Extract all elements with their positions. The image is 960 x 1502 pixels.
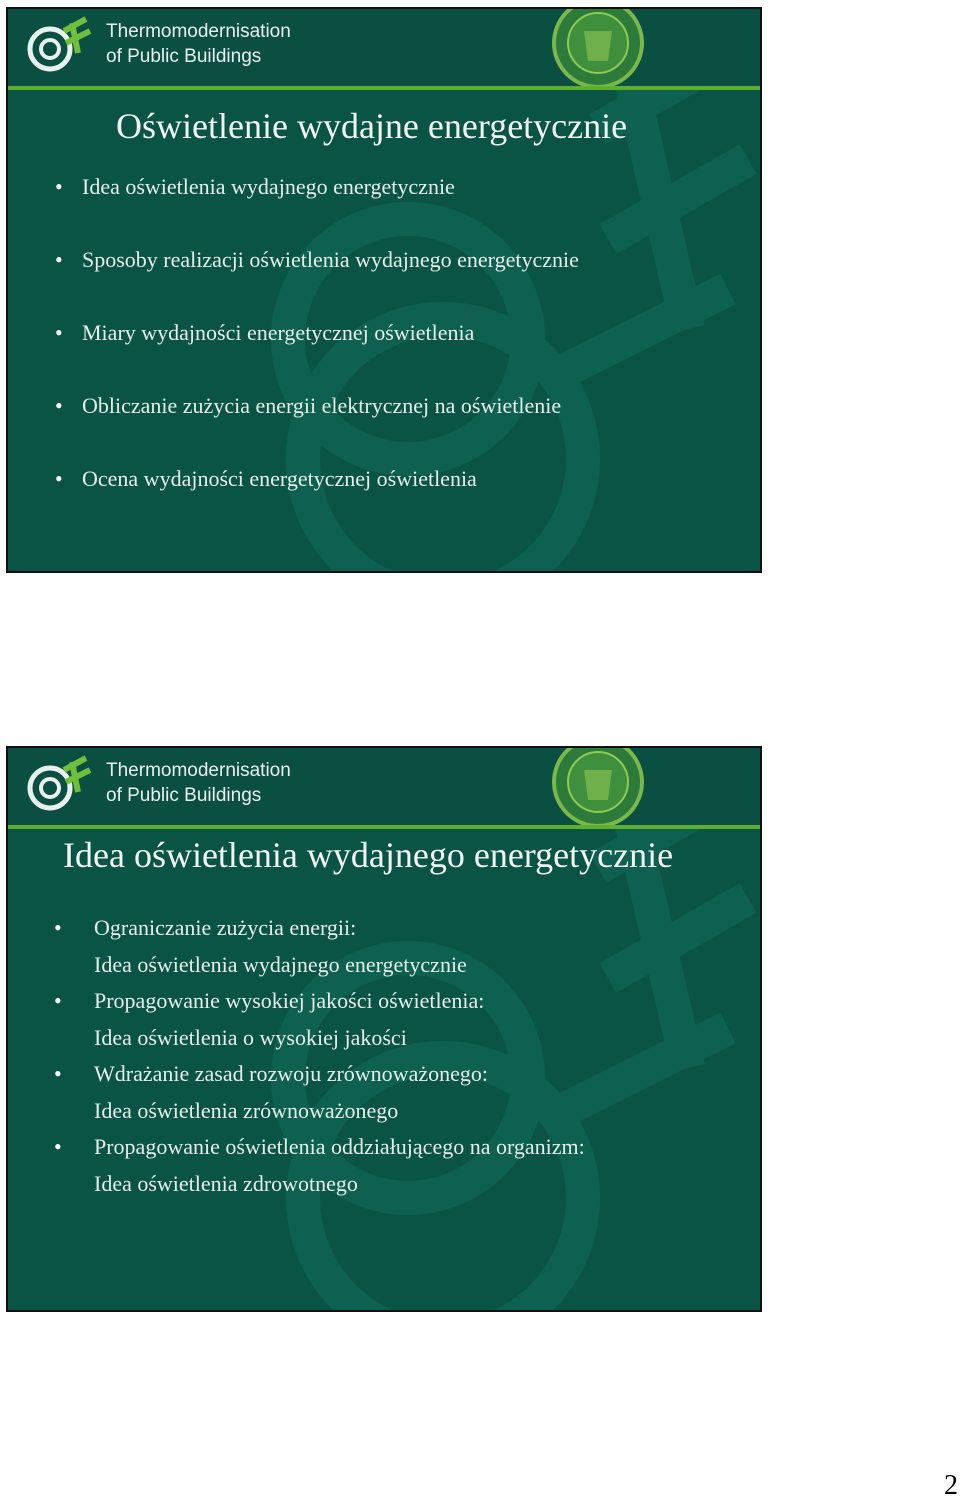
- list-item: • Ocena wydajności energetycznej oświetlenia: [82, 465, 579, 538]
- slide-title: Idea oświetlenia wydajnego energetycznie: [63, 835, 674, 875]
- slide-title: Oświetlenie wydajne energetycznie: [116, 106, 628, 146]
- list-item: [94, 1056, 585, 1129]
- list-item: • Sposoby realizacji oświetlenia wydajnego energetycznie: [82, 246, 579, 319]
- slide-header: [8, 748, 760, 828]
- tpb-logo-icon: [26, 752, 96, 820]
- bullet-list: [94, 910, 585, 1202]
- slide-2: [6, 746, 762, 1312]
- item-heading: • Ograniczanie zużycia energii:: [94, 915, 357, 940]
- slide-header: [8, 9, 760, 89]
- page-number: 2: [944, 1470, 958, 1501]
- tpb-logo-icon: [26, 13, 96, 81]
- item-heading: • Propagowanie wysokiej jakości oświetlenia:: [94, 988, 485, 1013]
- item-detail: Idea oświetlenia zrównoważonego: [94, 1097, 399, 1123]
- brand-line-2: of Public Buildings: [106, 46, 262, 67]
- item-detail: Idea oświetlenia wydajnego energetycznie: [94, 951, 467, 977]
- brand-name: [106, 758, 291, 808]
- brand-name: [106, 19, 291, 69]
- item-heading: • Wdrażanie zasad rozwoju zrównoważonego:: [94, 1061, 488, 1086]
- list-item: [94, 910, 585, 983]
- header-divider: [8, 86, 760, 90]
- header-divider: [8, 825, 760, 829]
- brand-line-2: of Public Buildings: [106, 785, 262, 806]
- item-detail: Idea oświetlenia zdrowotnego: [94, 1170, 358, 1196]
- item-detail: Idea oświetlenia o wysokiej jakości: [94, 1024, 407, 1050]
- list-item: • Obliczanie zużycia energii elektrycznej na oświetlenie: [82, 392, 579, 465]
- slide-1: [6, 7, 762, 573]
- list-item: • Miary wydajności energetycznej oświetlenia: [82, 319, 579, 392]
- list-item: [94, 983, 585, 1056]
- university-seal-icon: [548, 7, 648, 93]
- brand-line-1: Thermomodernisation: [106, 760, 291, 781]
- item-heading: • Propagowanie oświetlenia oddziałującego na organizm:: [94, 1134, 585, 1159]
- bullet-list: [82, 173, 579, 538]
- brand-line-1: Thermomodernisation: [106, 21, 291, 42]
- list-item: [94, 1129, 585, 1202]
- university-seal-icon: [548, 746, 648, 832]
- list-item: • Idea oświetlenia wydajnego energetycznie: [82, 173, 579, 246]
